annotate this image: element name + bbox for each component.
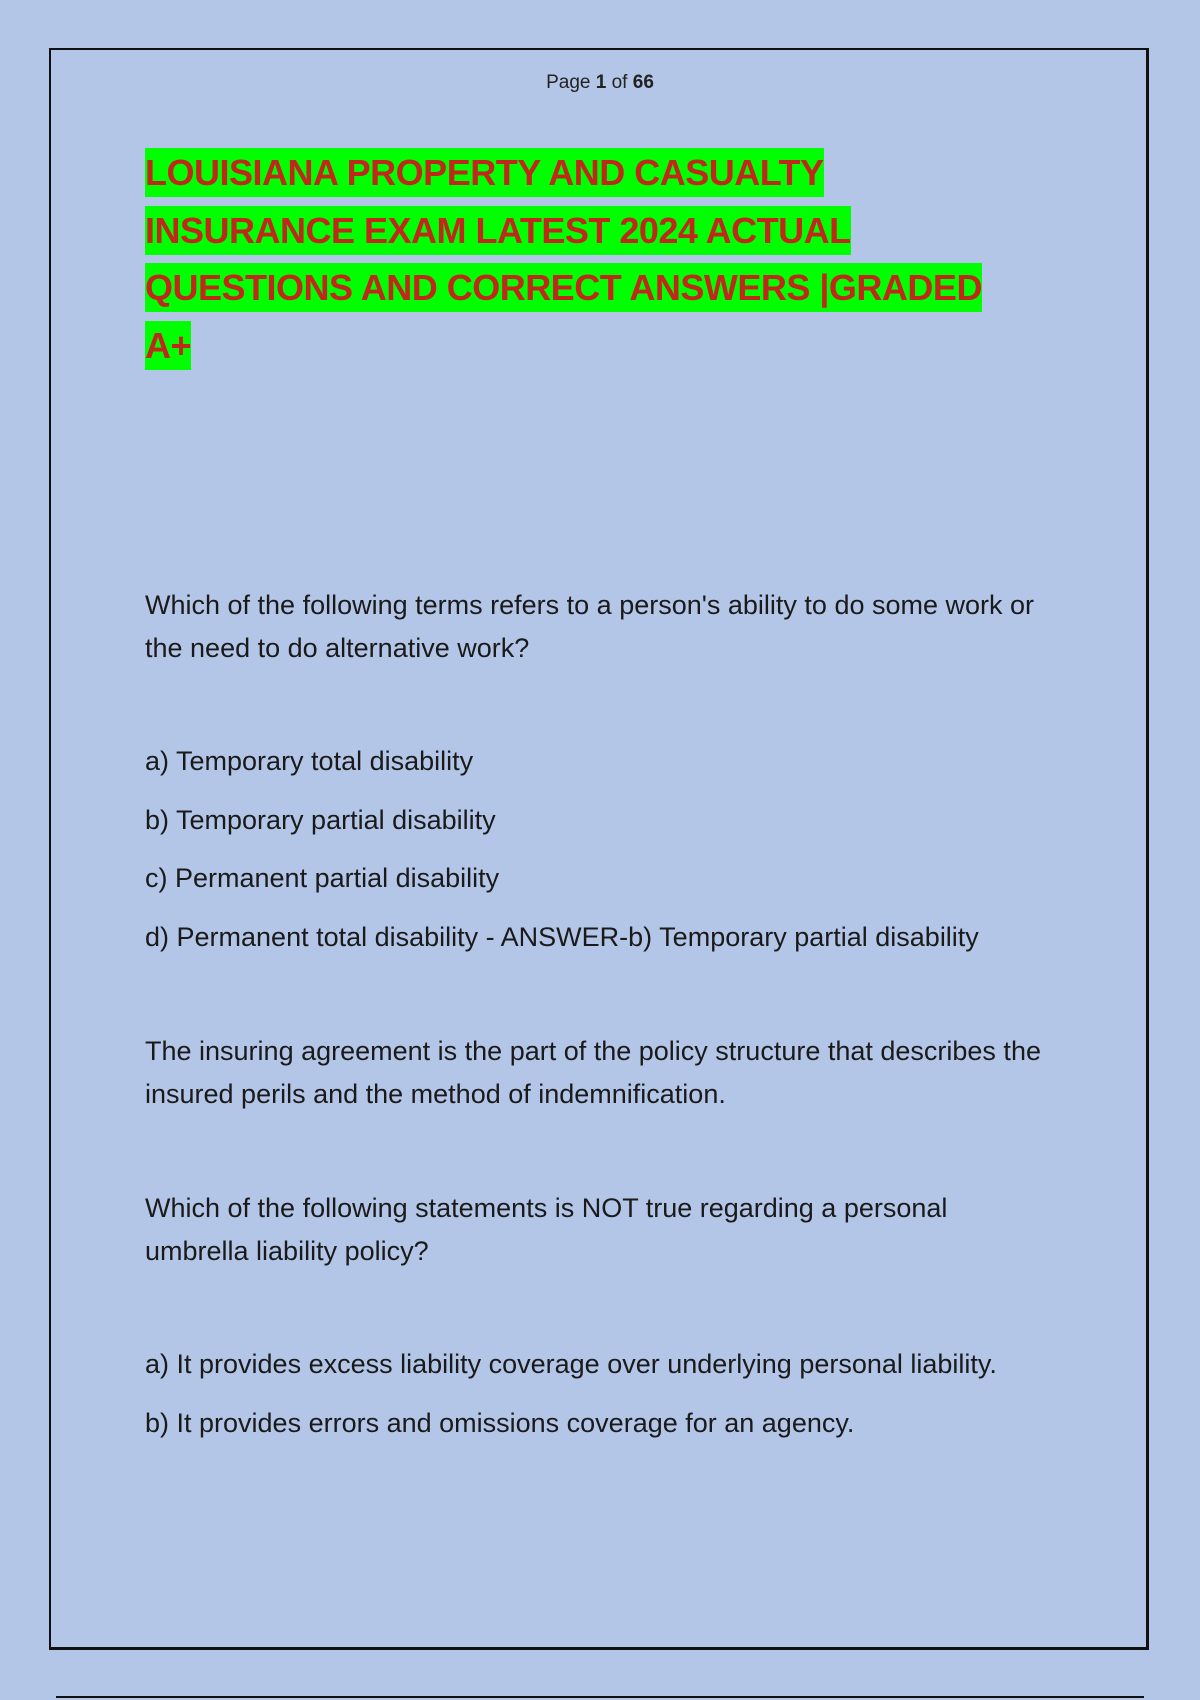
page-prefix: Page: [546, 72, 591, 93]
title-line-3: QUESTIONS AND CORRECT ANSWERS |GRADED: [145, 263, 982, 312]
page-of: of: [611, 72, 628, 93]
title-line-1: LOUISIANA PROPERTY AND CASUALTY: [145, 148, 824, 197]
question-1-option-d-answer: d) Permanent total disability - ANSWER-b) Temporary partial disability: [145, 921, 979, 952]
title-line-2: INSURANCE EXAM LATEST 2024 ACTUAL: [145, 206, 851, 255]
document-title: [145, 144, 1045, 374]
question-2-option-a: a) It provides excess liability coverage over underlying personal liability.: [145, 1349, 997, 1379]
title-line-4: A+: [145, 321, 191, 370]
page-total: 66: [632, 72, 654, 93]
page-bottom-rule: [56, 1696, 1144, 1698]
document-body: [145, 584, 1045, 1460]
statement-text: The insuring agreement is the part of the policy structure that describes the insured perils and the method of indemnification.: [145, 1036, 1041, 1109]
question-1-option-b: b) Temporary partial disability: [145, 804, 496, 835]
question-1-text: Which of the following terms refers to a person's ability to do some work or the need to do alternative work?: [145, 590, 1035, 663]
question-1-option-a: a) Temporary total disability: [145, 746, 474, 776]
question-2-text: Which of the following statements is NOT true regarding a personal umbrella liability policy?: [145, 1193, 948, 1266]
question-2-option-b: b) It provides errors and omissions coverage for an agency.: [145, 1407, 855, 1438]
page-current: 1: [595, 72, 607, 93]
page-number: [0, 72, 1200, 94]
question-1-option-c: c) Permanent partial disability: [145, 863, 500, 893]
